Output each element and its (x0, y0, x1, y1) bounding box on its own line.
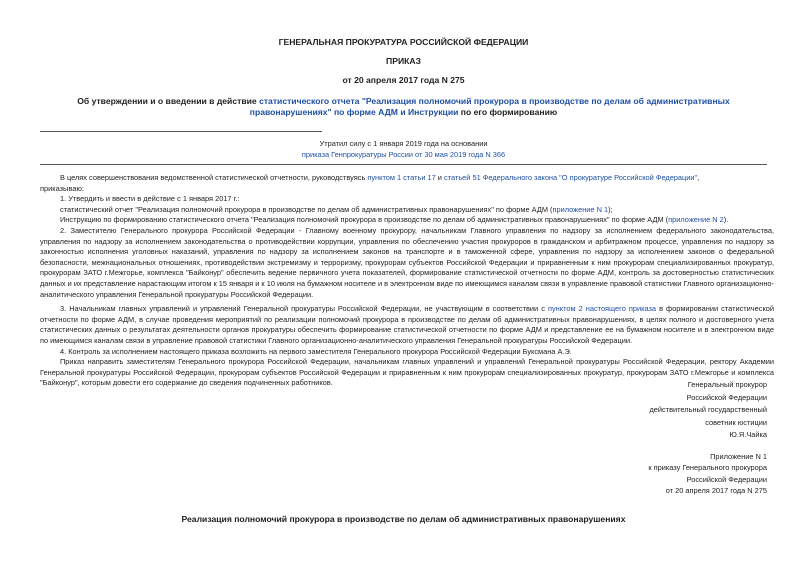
annex-ref-date: от 20 апреля 2017 года N 275 (665, 486, 767, 496)
annex-header (467, 451, 767, 497)
item-2: 2. Заместителю Генерального прокурора Российской Федерации - Главному военному прокурору, начальникам Главного управления по надзору за исполнением федерального законодательства, управления по надзору за исполнением законодательства о противодействии коррупции, управления по обеспечению участия прокуроров в гражданском и арбитражном процессе, управления по надзору за законностью исполнения уголовных наказаний, управления по надзору за исполнением законов на транспорте и в таможенной сфере, управления по надзору за исполнением законов о федеральной безопасности, межнациональных отношениях, противодействии экстремизму и терроризму, прокурорам субъектов Российской Федерации и приравненным к ним прокурорам специализированных прокуратур, прокурорам ЗАТО г.Межгорье, комплекса "Байконур" обеспечить ведение первичного учета показателей, формирование статистической отчетности по форме АДМ, контроль за достоверностью статистических данных и их представление нарастающим итогом к 15 января и к 10 июля на бумажном носителе и в электронном виде по имеющимся каналам связи в управление правовой статистики Главного организационно-аналитического управления Генеральной прокуратуры Российской Федерации. (40, 225, 774, 299)
intro-link-article51[interactable]: статьей 51 Федерального закона "О прокуратуре Российской Федерации" (444, 173, 698, 182)
intro-paragraph (40, 173, 774, 184)
doc-title-prefix: Об утверждении и о введении в действие (77, 96, 260, 106)
item-3-text-a: 3. Начальникам главных управлений и управлений Генеральной прокуратуры Российской Федерации, не участвующим в соответствии с (60, 304, 548, 314)
item-3 (40, 304, 774, 346)
annex-2-link[interactable]: приложение N 2 (668, 215, 724, 225)
intro-text-a: В целях совершенствования ведомственной статистической отчетности, руководствуясь (60, 173, 368, 182)
intro-link-article17[interactable]: пунктом 1 статьи 17 (367, 173, 436, 182)
signature-position-1: Генеральный прокурор (687, 380, 767, 389)
annex-1-link[interactable]: приложение N 1 (552, 204, 609, 214)
annex-title: Реализация полномочий прокурора в производстве по делам об административных правонарушениях (181, 514, 626, 524)
signature-block (467, 379, 767, 442)
doc-title (60, 96, 747, 118)
divider-top (40, 131, 322, 132)
signature-position-2: Российской Федерации (686, 392, 767, 402)
document-body (40, 173, 774, 389)
item-3-text-b: в формировании статистической отчетности по форме АДМ, в случае проведения мероприятий по реализации полномочий прокурора в производстве по делам об административных правонарушениях, в целях полного и достоверного учета статистических данных о результатах деятельности органов прокуратуры обеспечить формирование статистической отчетности по форме АДМ и представление ее на бумажном носителе и в электронном виде по имеющимся каналам связи в управление правовой статистики Главного организационно-аналитического управления Генеральной прокуратуры Российской Федерации. (40, 304, 774, 345)
item-1b (40, 215, 774, 226)
item-1b-end: ). (723, 215, 729, 225)
annex-number: Приложение N 1 (710, 452, 767, 461)
org-name: ГЕНЕРАЛЬНАЯ ПРОКУРАТУРА РОССИЙСКОЙ ФЕДЕРАЦИИ (278, 37, 529, 47)
item-2-ref-link[interactable]: пунктом 2 настоящего приказа (547, 304, 657, 314)
signature-name: Ю.Я.Чайка (729, 430, 767, 440)
item-4: 4. Контроль за исполнением настоящего приказа возложить на первого заместителя Генерального прокурора Российской Федерации Буксмана А.Э. (60, 346, 572, 356)
annex-ref-2: Российской Федерации (686, 474, 767, 484)
annex-ref-1: к приказу Генерального прокурора (648, 463, 767, 473)
doc-title-suffix: по его формированию (458, 107, 558, 117)
status-note-link[interactable]: приказа Генпрокуратуры России от 30 мая 2019 года N 366 (301, 150, 506, 159)
item-5: Приказ направить заместителям Генерального прокурора Российской Федерации, начальникам главных управлений и управлений Генеральной прокуратуры Российской Федерации, ректору Академии Генеральной прокуратуры Российской Федерации, прокурорам субъектов Российской Федерации и приравненным к ним прокурорам специализированных прокуратур, прокурорам ЗАТО г.Межгорье и комплекса "Байконур", которым довести его содержание до сведения подчиненных работников. (40, 357, 774, 388)
item-1: 1. Утвердить и ввести в действие с 1 января 2017 г.: (60, 194, 240, 204)
signature-rank-2: советник юстиции (705, 417, 767, 427)
doc-title-link[interactable]: статистического отчета "Реализация полномочий прокурора в производстве по делам об административных правонарушениях" по форме АДМ и Инструкции (249, 96, 730, 117)
intro-text-b: и (435, 173, 444, 182)
item-1a-text: статистический отчет "Реализация полномочий прокурора в производстве по делам об административных правонарушениях" по форме АДМ ( (60, 204, 553, 214)
item-1a (40, 205, 774, 216)
status-note-line: Утратил силу с 1 января 2019 года на основании (319, 139, 488, 148)
order-word: приказываю: (40, 183, 84, 193)
status-note-link-row (40, 150, 767, 161)
divider-main (40, 164, 767, 165)
intro-text-c: , (697, 173, 700, 182)
item-1a-end: ); (608, 204, 613, 214)
signature-rank-1: действительный государственный (649, 405, 767, 415)
item-1b-text: Инструкцию по формированию статистического отчета "Реализация полномочий прокурора в производстве по делам об административных правонарушениях" по форме АДМ ( (60, 215, 669, 225)
doc-date-number: от 20 апреля 2017 года N 275 (342, 75, 465, 85)
doc-type: ПРИКАЗ (386, 56, 421, 66)
